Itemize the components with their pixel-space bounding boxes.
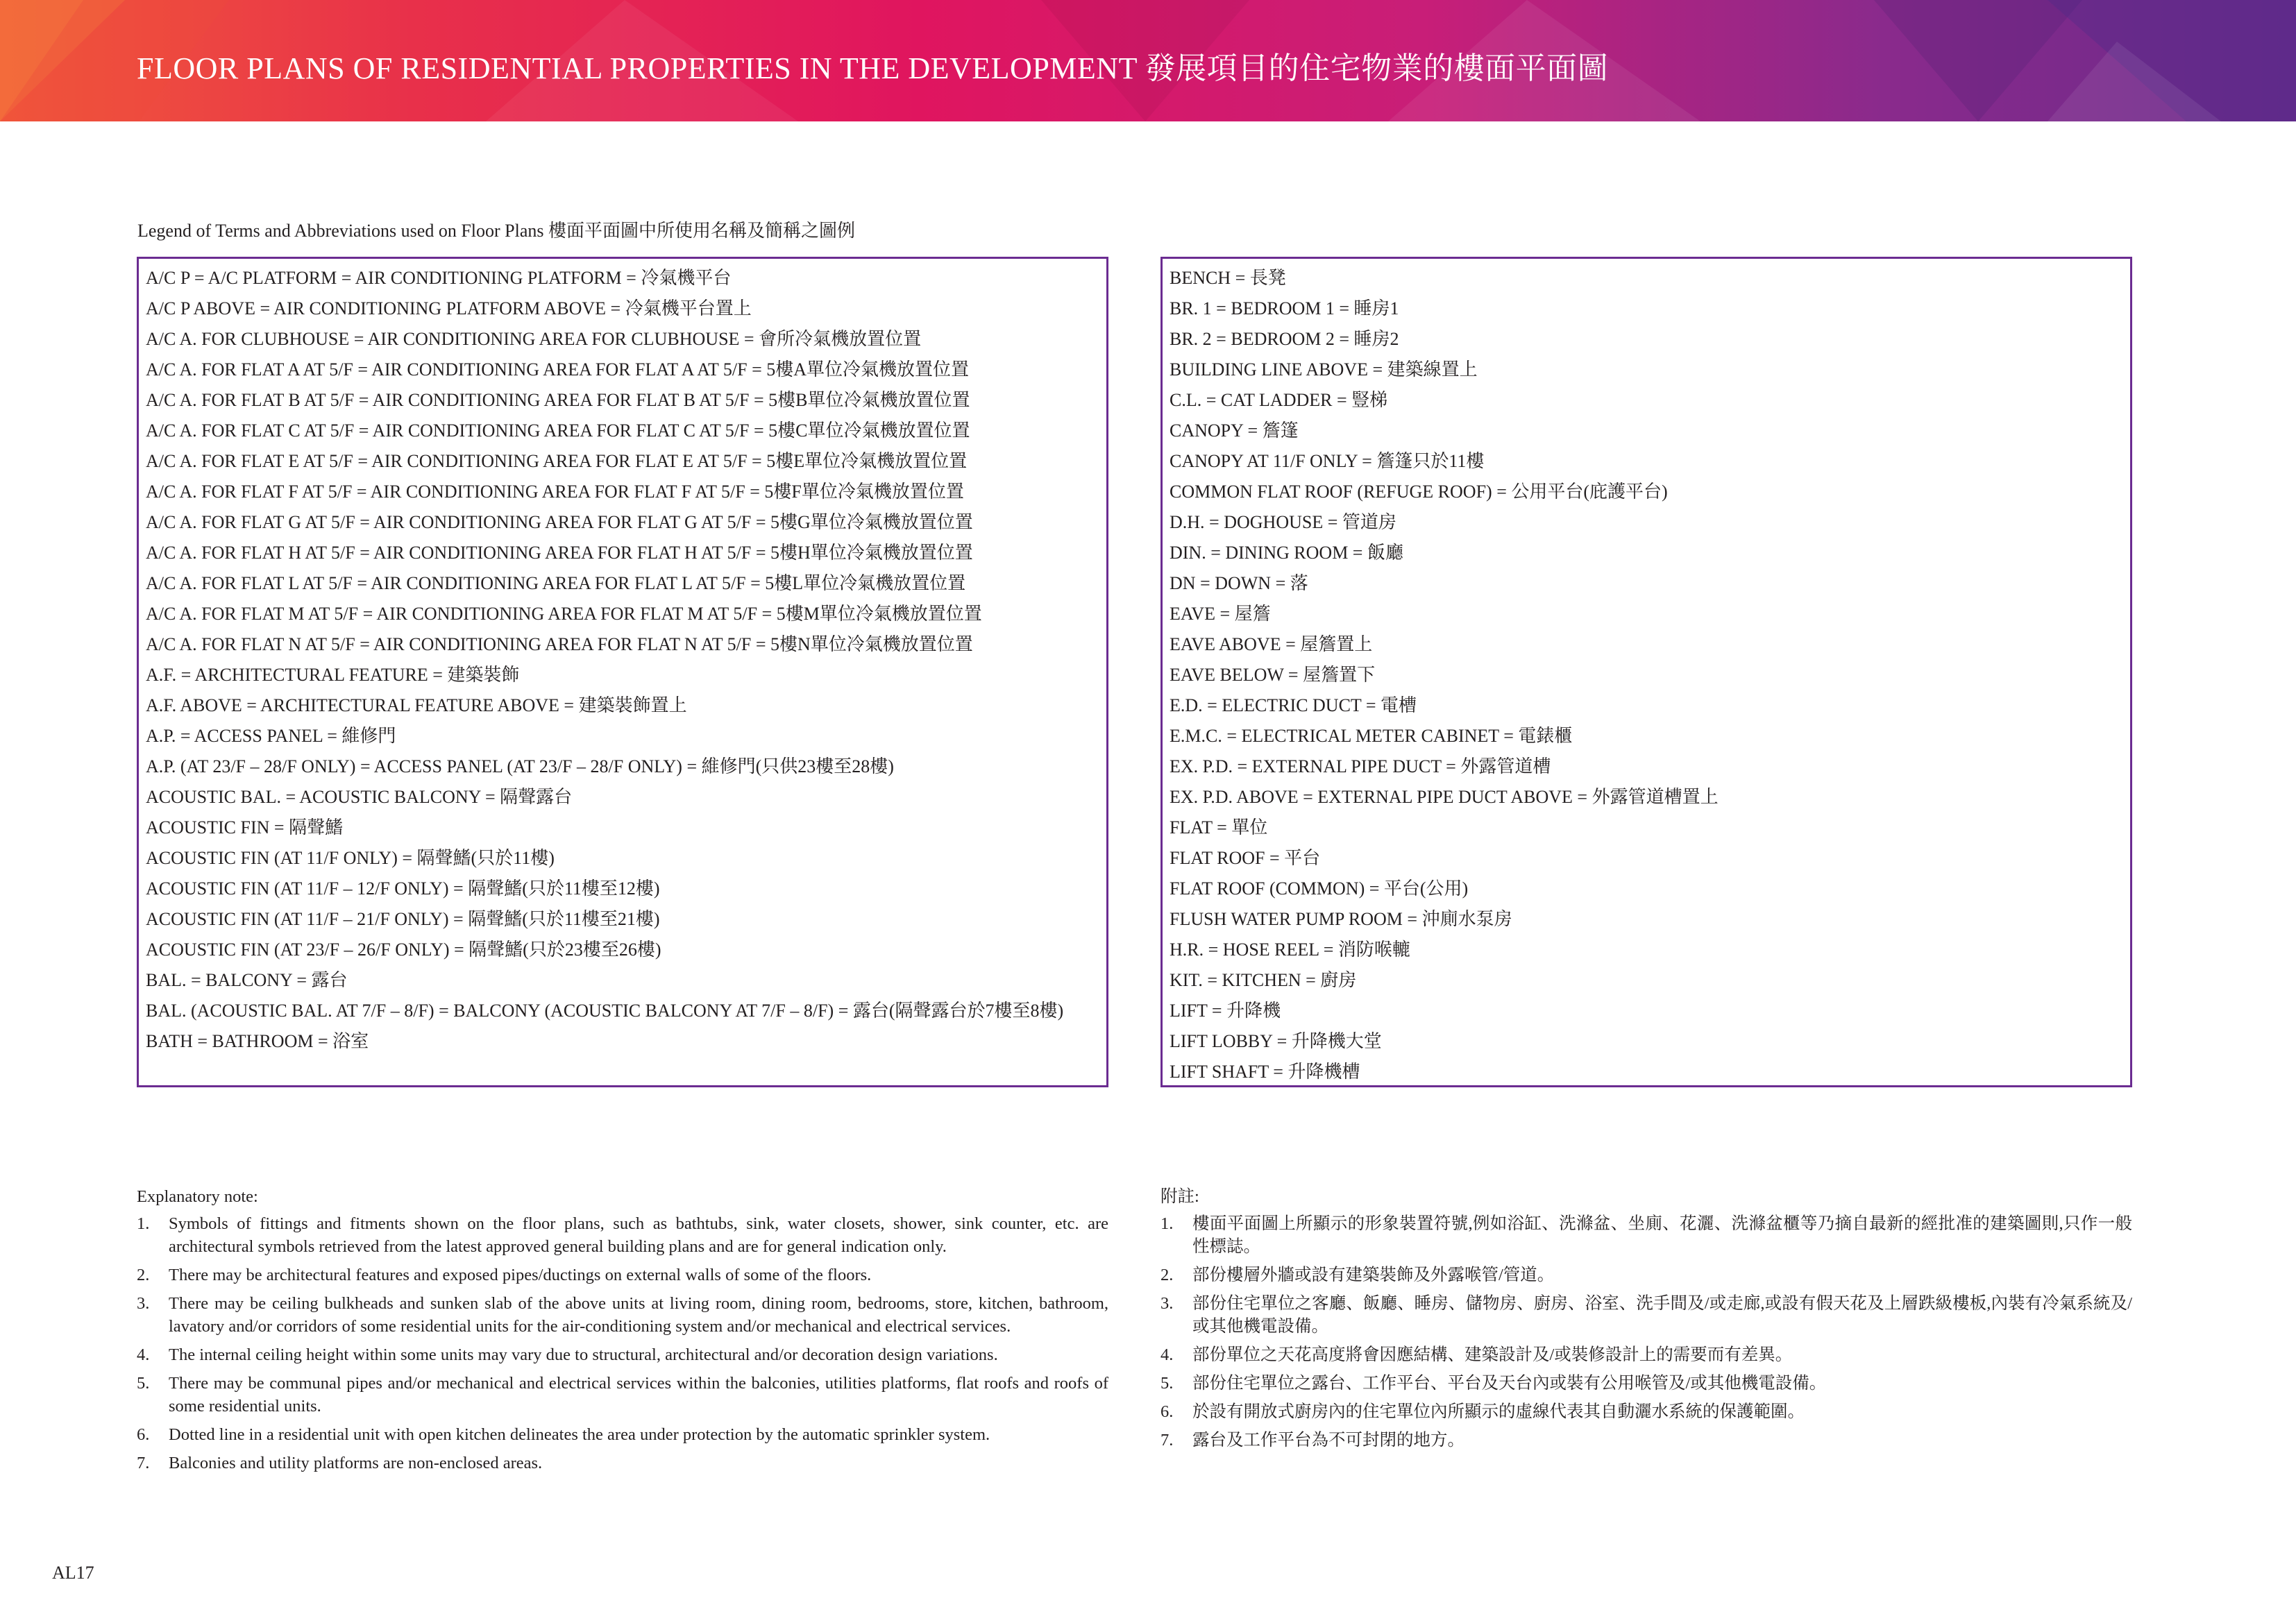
note-number: 3. xyxy=(137,1294,150,1313)
legend-item: A.P. = ACCESS PANEL = 維修門 xyxy=(146,726,396,746)
note-text: 部份樓層外牆或設有建築裝飾及外露喉管/管道。 xyxy=(1192,1266,1555,1284)
note-item xyxy=(1160,1400,2132,1423)
note-item xyxy=(1160,1264,2132,1286)
note-number: 2. xyxy=(1160,1266,1174,1284)
legend-item: FLUSH WATER PUMP ROOM = 沖廁水泵房 xyxy=(1170,909,1512,929)
note-number: 7. xyxy=(137,1454,150,1472)
note-item xyxy=(137,1423,1108,1446)
note-number: 6. xyxy=(1160,1402,1174,1421)
page-title: FLOOR PLANS OF RESIDENTIAL PROPERTIES IN THE DEVELOPMENT 發展項目的住宅物業的樓面平面圖 xyxy=(137,51,1609,85)
note-text: Dotted line in a residential unit with open kitchen delineates the area under protection by the automatic sprinkler system. xyxy=(169,1425,990,1444)
note-item xyxy=(1160,1292,2132,1338)
note-text: The internal ceiling height within some units may vary due to structural, architectural and/or decoration design variations. xyxy=(169,1345,998,1364)
legend-item: FLAT = 單位 xyxy=(1170,817,1268,838)
legend-item: FLAT ROOF (COMMON) = 平台(公用) xyxy=(1170,878,1469,899)
legend-item: H.R. = HOSE REEL = 消防喉轆 xyxy=(1170,940,1410,960)
note-text: Symbols of fittings and fitments shown on the floor plans, such as bathtubs, sink, water closets, shower, sink counter, etc. are architectural symbols retrieved from the latest approved general building plans and are for general indication only. xyxy=(169,1214,1108,1256)
legend-item: LIFT SHAFT = 升降機槽 xyxy=(1170,1062,1360,1082)
note-text: 於設有開放式廚房內的住宅單位內所顯示的虛線代表其自動灑水系統的保護範圍。 xyxy=(1192,1402,1805,1421)
legend-item: A/C A. FOR FLAT B AT 5/F = AIR CONDITIONING AREA FOR FLAT B AT 5/F = 5樓B單位冷氣機放置位置 xyxy=(146,390,970,410)
note-number: 6. xyxy=(137,1425,150,1444)
legend-item: ACOUSTIC FIN (AT 23/F – 26/F ONLY) = 隔聲鰭(只於23樓至26樓) xyxy=(146,940,661,960)
note-text: 樓面平面圖上所顯示的形象裝置符號,例如浴缸、洗滌盆、坐廁、花灑、洗滌盆櫃等乃摘自最新的經批准的建築圖則,只作一般性標誌。 xyxy=(1192,1214,2132,1256)
legend-item: BR. 1 = BEDROOM 1 = 睡房1 xyxy=(1170,298,1399,318)
legend-box-right xyxy=(1160,257,2132,1087)
legend-item: ACOUSTIC BAL. = ACOUSTIC BALCONY = 隔聲露台 xyxy=(146,787,573,807)
note-item xyxy=(137,1292,1108,1338)
note-text: There may be communal pipes and/or mechanical and electrical services within the balconies, utilities platforms, flat roofs and roofs of some residential units. xyxy=(169,1374,1108,1416)
note-item xyxy=(137,1372,1108,1418)
note-item xyxy=(137,1212,1108,1258)
legend-item: CANOPY AT 11/F ONLY = 簷篷只於11樓 xyxy=(1170,451,1485,471)
legend-item: A/C A. FOR FLAT M AT 5/F = AIR CONDITIONING AREA FOR FLAT M AT 5/F = 5樓M單位冷氣機放置位置 xyxy=(146,604,982,624)
legend-item: C.L. = CAT LADDER = 豎梯 xyxy=(1170,390,1388,410)
legend-item: BR. 2 = BEDROOM 2 = 睡房2 xyxy=(1170,329,1399,349)
legend-item: BAL. = BALCONY = 露台 xyxy=(146,970,348,990)
note-text: 部份住宅單位之客廳、飯廳、睡房、儲物房、廚房、浴室、洗手間及/或走廊,或設有假天花及上層跌級樓板,內裝有冷氣系統及/或其他機電設備。 xyxy=(1192,1294,2132,1336)
legend-item: EAVE = 屋簷 xyxy=(1170,604,1271,624)
note-text: 部份單位之天花高度將會因應結構、建築設計及/或裝修設計上的需要而有差異。 xyxy=(1192,1345,1793,1364)
legend-item: A/C A. FOR FLAT N AT 5/F = AIR CONDITIONING AREA FOR FLAT N AT 5/F = 5樓N單位冷氣機放置位置 xyxy=(146,634,973,654)
legend-item: D.H. = DOGHOUSE = 管道房 xyxy=(1170,512,1396,532)
legend-item: ACOUSTIC FIN (AT 11/F – 21/F ONLY) = 隔聲鰭(只於11樓至21樓) xyxy=(146,909,660,929)
note-item xyxy=(137,1452,1108,1475)
legend-item: LIFT = 升降機 xyxy=(1170,1001,1281,1021)
note-number: 4. xyxy=(1160,1345,1174,1364)
note-text: There may be ceiling bulkheads and sunken slab of the above units at living room, dining room, bedrooms, store, kitchen, bathroom, lavatory and/or corridors of some residential units for the air-conditioning system and/or mechanical and electrical services. xyxy=(169,1294,1108,1336)
legend-item: E.D. = ELECTRIC DUCT = 電槽 xyxy=(1170,695,1417,715)
note-item xyxy=(1160,1429,2132,1452)
note-item xyxy=(137,1343,1108,1366)
legend-item: EAVE ABOVE = 屋簷置上 xyxy=(1170,634,1373,654)
legend-item: COMMON FLAT ROOF (REFUGE ROOF) = 公用平台(庇護平台) xyxy=(1170,482,1668,502)
legend-item: BUILDING LINE ABOVE = 建築線置上 xyxy=(1170,359,1478,380)
note-number: 2. xyxy=(137,1266,150,1284)
legend-item: EX. P.D. = EXTERNAL PIPE DUCT = 外露管道槽 xyxy=(1170,756,1551,776)
explanatory-notes-english xyxy=(137,1185,1108,1480)
note-number: 5. xyxy=(137,1374,150,1393)
legend-item: A/C A. FOR FLAT A AT 5/F = AIR CONDITIONING AREA FOR FLAT A AT 5/F = 5樓A單位冷氣機放置位置 xyxy=(146,359,970,380)
header-banner xyxy=(0,0,2296,121)
note-text: 部份住宅單位之露台、工作平台、平台及天台內或裝有公用喉管及/或其他機電設備。 xyxy=(1192,1374,1827,1393)
legend-item: BATH = BATHROOM = 浴室 xyxy=(146,1031,369,1051)
legend-item: LIFT LOBBY = 升降機大堂 xyxy=(1170,1031,1382,1051)
note-item xyxy=(1160,1372,2132,1395)
page-number: AL17 xyxy=(52,1563,94,1583)
legend-item: A/C A. FOR FLAT E AT 5/F = AIR CONDITIONING AREA FOR FLAT E AT 5/F = 5樓E單位冷氣機放置位置 xyxy=(146,451,968,471)
legend-item: A.P. (AT 23/F – 28/F ONLY) = ACCESS PANEL (AT 23/F – 28/F ONLY) = 維修門(只供23樓至28樓) xyxy=(146,756,894,776)
legend-item: A.F. = ARCHITECTURAL FEATURE = 建築裝飾 xyxy=(146,665,520,685)
legend-item: EAVE BELOW = 屋簷置下 xyxy=(1170,665,1376,685)
legend-item: A/C A. FOR FLAT L AT 5/F = AIR CONDITIONING AREA FOR FLAT L AT 5/F = 5樓L單位冷氣機放置位置 xyxy=(146,573,966,593)
legend-item: BENCH = 長凳 xyxy=(1170,268,1286,288)
legend-item: A/C A. FOR CLUBHOUSE = AIR CONDITIONING AREA FOR CLUBHOUSE = 會所冷氣機放置位置 xyxy=(146,329,922,349)
note-number: 4. xyxy=(137,1345,150,1364)
legend-item: CANOPY = 簷篷 xyxy=(1170,420,1299,441)
legend-item: A/C P ABOVE = AIR CONDITIONING PLATFORM ABOVE = 冷氣機平台置上 xyxy=(146,298,752,318)
legend-item: A.F. ABOVE = ARCHITECTURAL FEATURE ABOVE = 建築裝飾置上 xyxy=(146,695,687,715)
note-number: 1. xyxy=(137,1214,150,1233)
legend-item: E.M.C. = ELECTRICAL METER CABINET = 電錶櫃 xyxy=(1170,726,1573,746)
note-text: There may be architectural features and exposed pipes/ductings on external walls of some of the floors. xyxy=(169,1266,872,1284)
legend-item: A/C P = A/C PLATFORM = AIR CONDITIONING PLATFORM = 冷氣機平台 xyxy=(146,268,732,288)
explanatory-notes-chinese xyxy=(1160,1185,2132,1457)
legend-item: DIN. = DINING ROOM = 飯廳 xyxy=(1170,543,1403,563)
legend-item: BAL. (ACOUSTIC BAL. AT 7/F – 8/F) = BALCONY (ACOUSTIC BALCONY AT 7/F – 8/F) = 露台(隔聲露台於7樓至8樓) xyxy=(146,1001,1064,1021)
note-text: 露台及工作平台為不可封閉的地方。 xyxy=(1192,1431,1464,1450)
legend-item: ACOUSTIC FIN = 隔聲鰭 xyxy=(146,817,344,838)
legend-item: ACOUSTIC FIN (AT 11/F – 12/F ONLY) = 隔聲鰭(只於11樓至12樓) xyxy=(146,878,660,899)
legend-caption: Legend of Terms and Abbreviations used on Floor Plans 樓面平面圖中所使用名稱及簡稱之圖例 xyxy=(137,221,856,241)
legend-box-left xyxy=(137,257,1108,1087)
legend-item: FLAT ROOF = 平台 xyxy=(1170,848,1321,868)
note-number: 3. xyxy=(1160,1294,1174,1313)
note-text: Balconies and utility platforms are non-enclosed areas. xyxy=(169,1454,543,1472)
legend-item: A/C A. FOR FLAT G AT 5/F = AIR CONDITIONING AREA FOR FLAT G AT 5/F = 5樓G單位冷氣機放置位置 xyxy=(146,512,973,532)
legend-item: A/C A. FOR FLAT C AT 5/F = AIR CONDITIONING AREA FOR FLAT C AT 5/F = 5樓C單位冷氣機放置位置 xyxy=(146,420,970,441)
legend-item: A/C A. FOR FLAT H AT 5/F = AIR CONDITIONING AREA FOR FLAT H AT 5/F = 5樓H單位冷氣機放置位置 xyxy=(146,543,973,563)
note-item xyxy=(1160,1343,2132,1366)
note-number: 5. xyxy=(1160,1374,1174,1393)
note-number: 1. xyxy=(1160,1214,1174,1233)
note-item xyxy=(1160,1212,2132,1258)
legend-item: ACOUSTIC FIN (AT 11/F ONLY) = 隔聲鰭(只於11樓) xyxy=(146,848,555,868)
legend-item: A/C A. FOR FLAT F AT 5/F = AIR CONDITIONING AREA FOR FLAT F AT 5/F = 5樓F單位冷氣機放置位置 xyxy=(146,482,964,502)
notes-heading: 附註: xyxy=(1160,1187,1199,1206)
legend-item: KIT. = KITCHEN = 廚房 xyxy=(1170,970,1357,990)
legend-item: EX. P.D. ABOVE = EXTERNAL PIPE DUCT ABOVE = 外露管道槽置上 xyxy=(1170,787,1719,807)
legend-item: DN = DOWN = 落 xyxy=(1170,573,1308,593)
note-item xyxy=(137,1264,1108,1286)
note-number: 7. xyxy=(1160,1431,1174,1450)
notes-heading: Explanatory note: xyxy=(137,1187,258,1206)
